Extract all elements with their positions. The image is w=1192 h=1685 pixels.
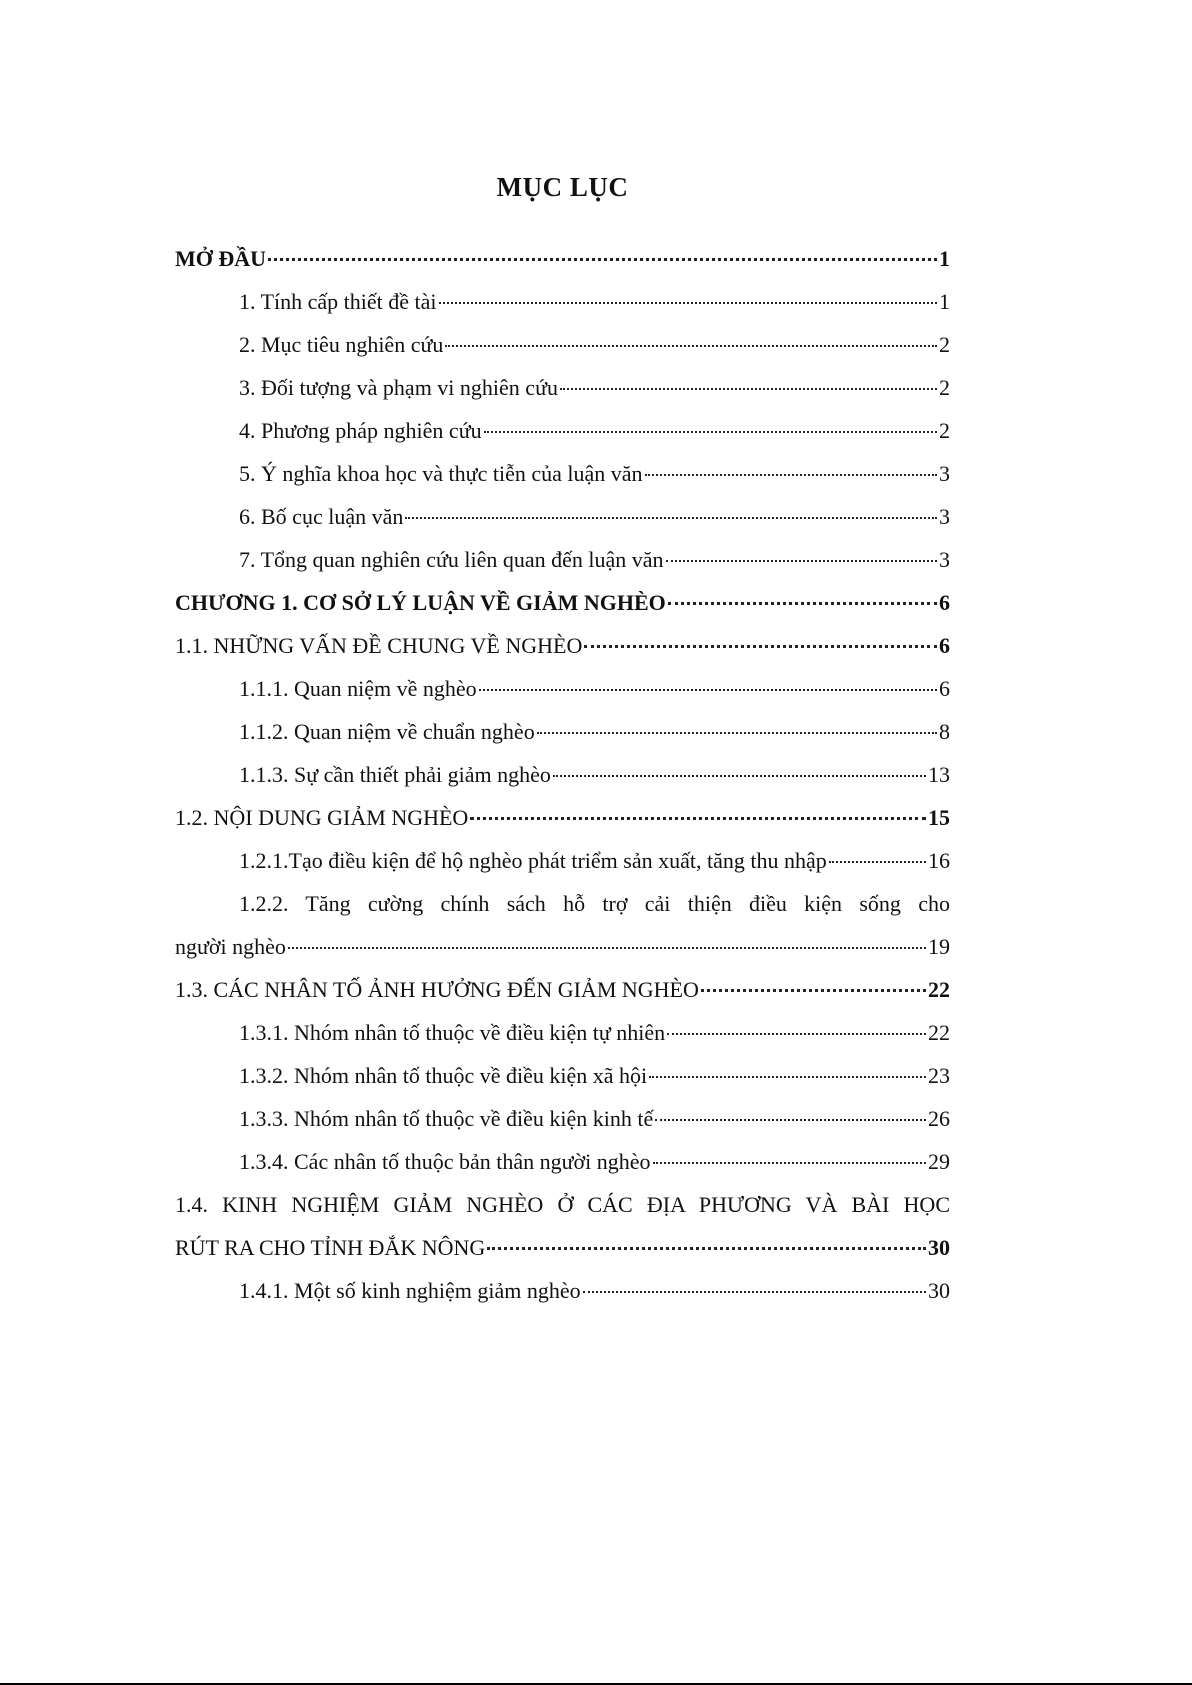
toc-entry-line1[interactable] — [175, 891, 950, 934]
toc-entry-page: 6 — [939, 633, 950, 658]
dot-leader — [667, 1032, 926, 1035]
toc-entry[interactable] — [175, 375, 950, 418]
toc-title: MỤC LỤC — [496, 172, 629, 202]
dot-leader — [537, 731, 937, 734]
dot-leader — [445, 344, 937, 347]
dot-leader — [553, 774, 926, 777]
toc-entry-page: 16 — [928, 848, 950, 873]
toc-entry-page: 3 — [939, 504, 950, 529]
dot-leader — [666, 559, 937, 562]
toc-entry[interactable] — [175, 418, 950, 461]
toc-entry-label: 3. Đối tượng và phạm vi nghiên cứu — [239, 375, 558, 400]
toc-entry-label-continued: RÚT RA CHO TỈNH ĐẮK NÔNG — [175, 1235, 486, 1260]
toc-entry-label: 1.2. NỘI DUNG GIẢM NGHÈO — [175, 805, 469, 830]
toc-entry-page: 19 — [928, 934, 950, 959]
dot-leader — [439, 301, 937, 304]
toc-entry-label: 1.4. KINH NGHIỆM GIẢM NGHÈO Ở CÁC ĐỊA PHƯƠNG VÀ BÀI HỌC — [175, 1192, 950, 1217]
toc-entry[interactable] — [175, 719, 950, 762]
toc-entry-label: 1.3.2. Nhóm nhân tố thuộc về điều kiện xã hội — [239, 1063, 648, 1088]
toc-entry-page: 23 — [928, 1063, 950, 1088]
toc-entry-label: 1.3.1. Nhóm nhân tố thuộc về điều kiện tự nhiên — [239, 1020, 666, 1045]
dot-leader — [645, 473, 937, 476]
toc-entry-line2[interactable] — [175, 934, 950, 977]
dot-leader — [470, 816, 926, 820]
toc-entry-page: 2 — [939, 375, 950, 400]
toc-entry-page: 8 — [939, 719, 950, 744]
toc-entry-label: 2. Mục tiêu nghiên cứu — [239, 332, 444, 357]
toc-entry-page: 2 — [939, 332, 950, 357]
dot-leader — [584, 644, 937, 648]
toc-entry-page: 30 — [928, 1278, 950, 1303]
dot-leader — [268, 257, 937, 261]
dot-leader — [479, 688, 937, 691]
toc-entry-label: 1.1.1. Quan niệm về nghèo — [239, 676, 477, 701]
dot-leader — [583, 1290, 926, 1293]
toc-entry[interactable] — [175, 1149, 950, 1192]
toc-entry-label: MỞ ĐẦU — [175, 246, 267, 271]
toc-entry-page: 29 — [928, 1149, 950, 1174]
toc-entry-label: 1.3. CÁC NHÂN TỐ ẢNH HƯỞNG ĐẾN GIẢM NGHÈO — [175, 977, 699, 1002]
dot-leader — [288, 946, 926, 949]
dot-leader — [484, 430, 937, 433]
toc-entry-page: 6 — [939, 676, 950, 701]
toc-entry-page: 22 — [928, 977, 950, 1002]
toc-entry-page: 30 — [928, 1235, 950, 1260]
toc-entry-page: 3 — [939, 461, 950, 486]
toc-entry-line2[interactable] — [175, 1235, 950, 1278]
toc-entry-page: 2 — [939, 418, 950, 443]
toc-entry-line1[interactable] — [175, 1192, 950, 1235]
toc-entry[interactable] — [175, 977, 950, 1020]
toc-entry[interactable] — [175, 633, 950, 676]
toc-entry-label: CHƯƠNG 1. CƠ SỞ LÝ LUẬN VỀ GIẢM NGHÈO — [175, 590, 666, 615]
toc-entry[interactable] — [175, 848, 950, 891]
toc-entry-label: 5. Ý nghĩa khoa học và thực tiễn của luận văn — [239, 461, 643, 486]
toc-entry-page: 6 — [939, 590, 950, 615]
toc-entry-page: 22 — [928, 1020, 950, 1045]
toc-entry-label: 1.1.2. Quan niệm về chuẩn nghèo — [239, 719, 535, 744]
dot-leader — [487, 1246, 926, 1250]
toc-entry[interactable] — [175, 461, 950, 504]
toc-entry-label: 1.2.2. Tăng cường chính sách hỗ trợ cải thiện điều kiện sống cho — [239, 891, 950, 916]
toc-entry-label: 6. Bố cục luận văn — [239, 504, 404, 529]
toc-entry[interactable] — [175, 246, 950, 289]
toc-entry-label: 7. Tổng quan nghiên cứu liên quan đến luận văn — [239, 547, 664, 572]
toc-entry-label: 1.1. NHỮNG VẤN ĐỀ CHUNG VỀ NGHÈO — [175, 633, 583, 658]
toc-entry-label: 4. Phương pháp nghiên cứu — [239, 418, 482, 443]
toc-entry[interactable] — [175, 1106, 950, 1149]
dot-leader — [655, 1118, 926, 1121]
toc-entry-label: 1. Tính cấp thiết đề tài — [239, 289, 437, 314]
toc-entry[interactable] — [175, 289, 950, 332]
dot-leader — [653, 1161, 926, 1164]
toc-entry[interactable] — [175, 590, 950, 633]
toc-entry-page: 26 — [928, 1106, 950, 1131]
toc-entry-page: 1 — [939, 289, 950, 314]
toc-entry-page: 1 — [939, 246, 950, 271]
toc-entry-page: 13 — [928, 762, 950, 787]
toc-entry[interactable] — [175, 504, 950, 547]
dot-leader — [649, 1075, 926, 1078]
toc-entry-label: 1.3.4. Các nhân tố thuộc bản thân người nghèo — [239, 1149, 651, 1174]
toc-entry-page: 3 — [939, 547, 950, 572]
toc-entry-page: 15 — [928, 805, 950, 830]
toc-entry[interactable] — [175, 805, 950, 848]
toc-entry-label: 1.1.3. Sự cần thiết phải giảm nghèo — [239, 762, 551, 787]
dot-leader — [701, 988, 926, 992]
toc-entry[interactable] — [175, 1020, 950, 1063]
toc-entry-label: 1.3.3. Nhóm nhân tố thuộc về điều kiện kinh tế — [239, 1106, 654, 1131]
toc-entry[interactable] — [175, 676, 950, 719]
toc-entry-label: 1.2.1.Tạo điều kiện để hộ nghèo phát triểm sản xuất, tăng thu nhập — [239, 848, 827, 873]
toc-entry[interactable] — [175, 547, 950, 590]
toc-entry[interactable] — [175, 1278, 950, 1321]
table-of-contents — [175, 246, 950, 1321]
toc-entry[interactable] — [175, 762, 950, 805]
dot-leader — [405, 516, 937, 519]
dot-leader — [668, 601, 937, 605]
toc-entry-label: 1.4.1. Một số kinh nghiệm giảm nghèo — [239, 1278, 581, 1303]
toc-entry[interactable] — [175, 1063, 950, 1106]
dot-leader — [829, 860, 926, 863]
dot-leader — [560, 387, 937, 390]
toc-entry[interactable] — [175, 332, 950, 375]
toc-entry-label-continued: người nghèo — [175, 934, 286, 959]
